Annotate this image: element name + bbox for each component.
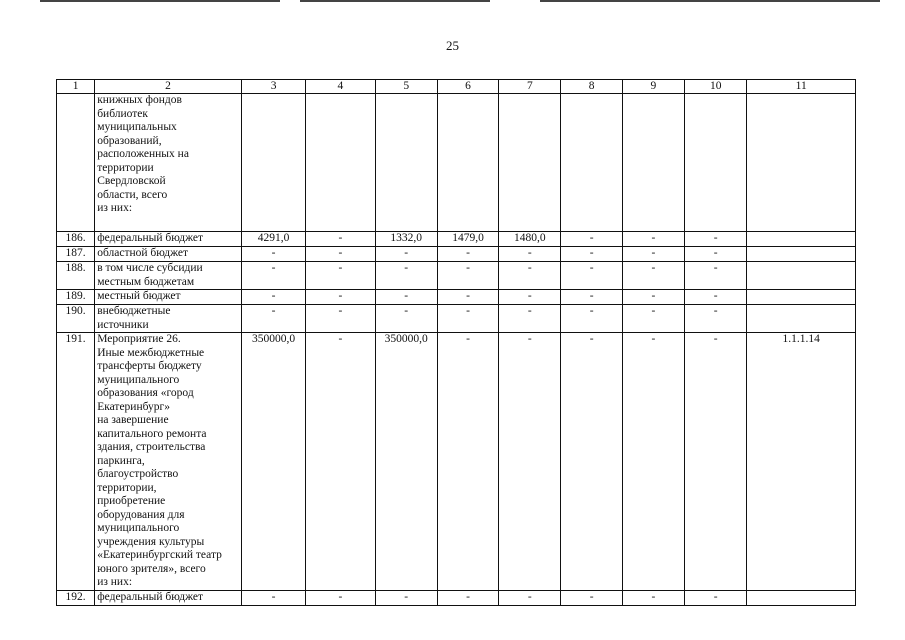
value-cell: - [561, 290, 622, 305]
value-cell: 1332,0 [375, 232, 437, 247]
value-cell: - [437, 590, 498, 605]
row-description: областной бюджет [95, 247, 242, 262]
scan-edge-mid [300, 0, 490, 2]
table-row [57, 94, 856, 232]
value-cell: - [622, 262, 684, 290]
value-cell [306, 94, 375, 232]
value-cell: - [622, 333, 684, 591]
reference-cell [747, 262, 856, 290]
reference-cell [747, 590, 856, 605]
value-cell: - [241, 247, 305, 262]
value-cell: - [622, 247, 684, 262]
row-description: Мероприятие 26. Иные межбюджетные трансферты бюджету муниципального образования «город Екатеринбург» на завершение капитального ремонта здания, строительства паркинга, благоустройство территории, приобретение оборудования для муниципального учреждения культуры «Екатеринбургский театр юного зрителя», всего из них: [95, 333, 242, 591]
value-cell: - [561, 590, 622, 605]
table-row [57, 232, 856, 247]
row-number: 186. [57, 232, 95, 247]
row-number: 191. [57, 333, 95, 591]
value-cell: - [437, 333, 498, 591]
value-cell: - [306, 247, 375, 262]
value-cell: 4291,0 [241, 232, 305, 247]
row-description: книжных фондов библиотек муниципальных образований, расположенных на территории Свердловской области, всего из них: [95, 94, 242, 232]
value-cell [241, 94, 305, 232]
value-cell: 350000,0 [375, 333, 437, 591]
value-cell: - [685, 305, 747, 333]
value-cell: - [306, 333, 375, 591]
reference-cell [747, 247, 856, 262]
row-description: внебюджетные источники [95, 305, 242, 333]
row-number: 190. [57, 305, 95, 333]
column-header: 2 [95, 80, 242, 94]
value-cell: - [499, 305, 561, 333]
value-cell: - [622, 590, 684, 605]
column-header: 10 [685, 80, 747, 94]
value-cell: 350000,0 [241, 333, 305, 591]
value-cell: - [437, 262, 498, 290]
value-cell: 1479,0 [437, 232, 498, 247]
value-cell: - [622, 305, 684, 333]
reference-cell: 1.1.1.14 [747, 333, 856, 591]
value-cell: - [685, 247, 747, 262]
column-header: 9 [622, 80, 684, 94]
value-cell: - [241, 262, 305, 290]
row-number: 192. [57, 590, 95, 605]
row-number [57, 94, 95, 232]
table-row [57, 333, 856, 591]
row-description: федеральный бюджет [95, 590, 242, 605]
table-row [57, 290, 856, 305]
value-cell: - [561, 247, 622, 262]
table-row [57, 262, 856, 290]
table-row [57, 590, 856, 605]
row-number: 187. [57, 247, 95, 262]
column-header: 3 [241, 80, 305, 94]
scan-edge-left [40, 0, 280, 2]
table-row [57, 305, 856, 333]
value-cell: - [499, 290, 561, 305]
value-cell: - [561, 232, 622, 247]
reference-cell [747, 94, 856, 232]
row-description: местный бюджет [95, 290, 242, 305]
value-cell: - [375, 305, 437, 333]
value-cell: - [437, 290, 498, 305]
value-cell: - [685, 333, 747, 591]
value-cell: - [375, 262, 437, 290]
value-cell: - [241, 590, 305, 605]
value-cell: - [685, 232, 747, 247]
value-cell: - [306, 290, 375, 305]
value-cell: - [375, 290, 437, 305]
value-cell: - [437, 247, 498, 262]
reference-cell [747, 305, 856, 333]
value-cell [685, 94, 747, 232]
column-header: 5 [375, 80, 437, 94]
value-cell: - [561, 333, 622, 591]
value-cell: - [375, 247, 437, 262]
value-cell: - [241, 290, 305, 305]
value-cell: - [685, 590, 747, 605]
value-cell: - [685, 262, 747, 290]
value-cell: - [306, 590, 375, 605]
column-header: 7 [499, 80, 561, 94]
value-cell: - [499, 333, 561, 591]
value-cell [375, 94, 437, 232]
value-cell: - [306, 305, 375, 333]
value-cell: - [499, 590, 561, 605]
value-cell: - [499, 262, 561, 290]
column-header: 8 [561, 80, 622, 94]
value-cell [622, 94, 684, 232]
table-header-row [57, 80, 856, 94]
row-description: федеральный бюджет [95, 232, 242, 247]
value-cell: - [685, 290, 747, 305]
column-header: 11 [747, 80, 856, 94]
reference-cell [747, 232, 856, 247]
budget-table [56, 79, 856, 606]
row-number: 188. [57, 262, 95, 290]
value-cell: - [561, 305, 622, 333]
value-cell: - [561, 262, 622, 290]
value-cell: - [622, 232, 684, 247]
table-row [57, 247, 856, 262]
value-cell: - [241, 305, 305, 333]
value-cell: - [375, 590, 437, 605]
column-header: 4 [306, 80, 375, 94]
column-header: 1 [57, 80, 95, 94]
value-cell [437, 94, 498, 232]
row-number: 189. [57, 290, 95, 305]
value-cell: - [306, 262, 375, 290]
value-cell: - [437, 305, 498, 333]
value-cell: - [499, 247, 561, 262]
scan-edge-right [540, 0, 880, 2]
value-cell: 1480,0 [499, 232, 561, 247]
value-cell [499, 94, 561, 232]
row-description: в том числе субсидии местным бюджетам [95, 262, 242, 290]
value-cell: - [306, 232, 375, 247]
reference-cell [747, 290, 856, 305]
value-cell [561, 94, 622, 232]
column-header: 6 [437, 80, 498, 94]
page-number: 25 [446, 38, 459, 53]
value-cell: - [622, 290, 684, 305]
